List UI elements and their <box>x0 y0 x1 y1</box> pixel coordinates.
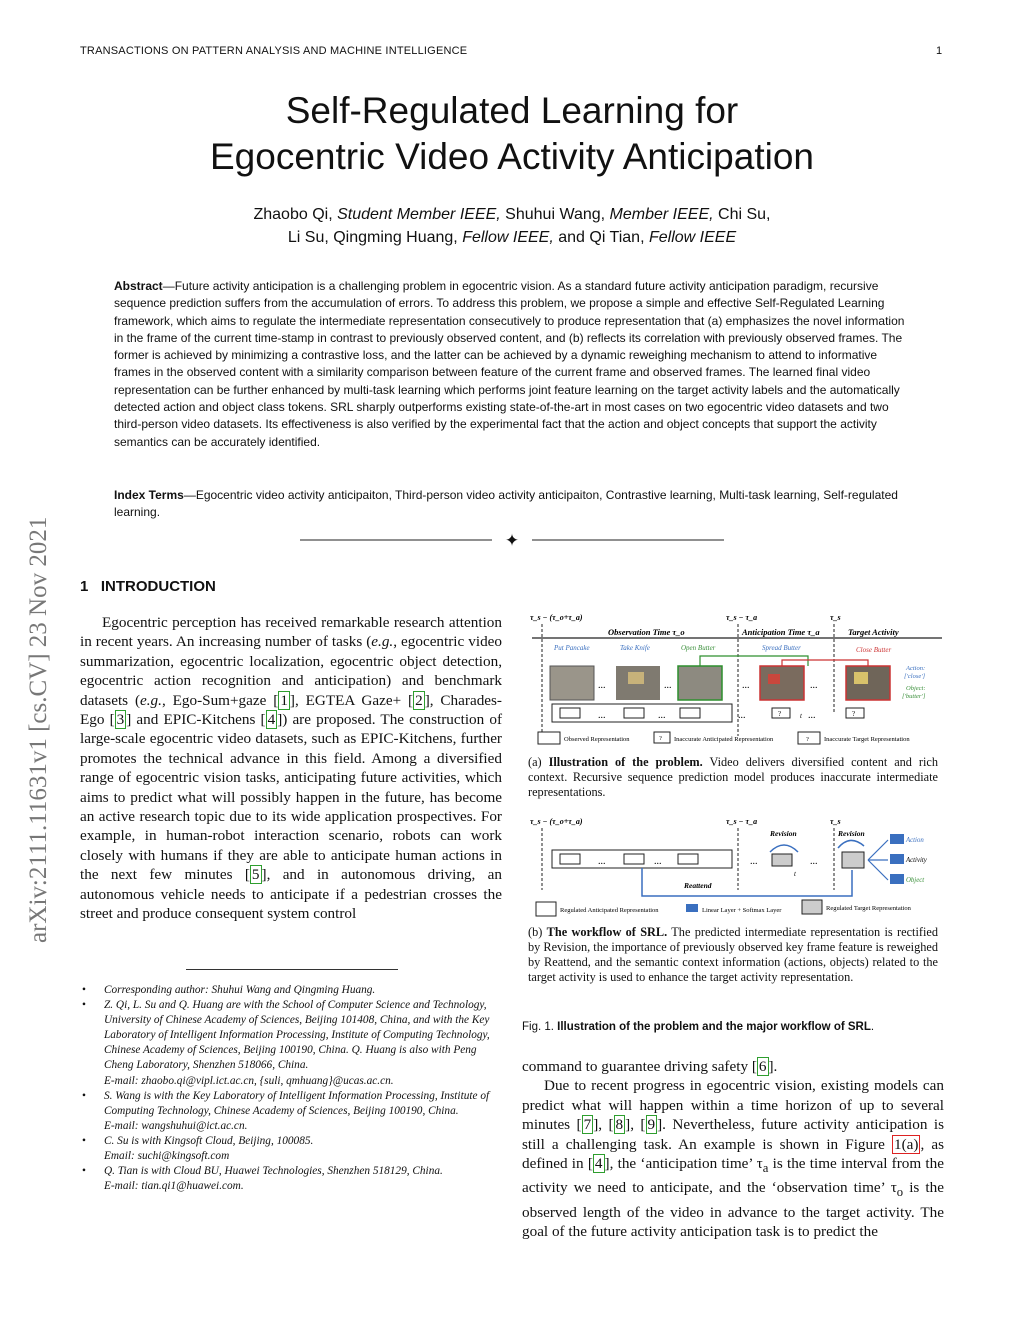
abstract-label: Abstract <box>114 279 163 293</box>
observation-time-label: Observation Time τ_o <box>608 627 685 637</box>
reattend-label: Reattend <box>684 881 712 890</box>
separator-glyph: ✦ <box>504 532 520 548</box>
revision-label: Revision <box>838 829 865 838</box>
footnote-email: E-mail: tian.qi1@huawei.com. <box>104 1180 244 1193</box>
question-mark: ? <box>778 710 782 718</box>
side-action-label: Action: <box>906 665 926 672</box>
figure-link[interactable]: 1(a) <box>894 1135 919 1153</box>
author-list <box>100 203 924 249</box>
caption-1a: (a) Illustration of the problem. Video delivers diversified content and rich context. Recursive sequence prediction model produces inaccurate intermediate representations. <box>528 755 938 799</box>
caption-1b: (b) The workflow of SRL. The predicted intermediate representation is rectified by Revision, the importance of previously observed key frame feature is reweighed by Reattend, and the semantic context information (actions, objects) related to the target activity is used to enhance the target activity representation. <box>528 925 938 984</box>
figure-1-caption: Fig. 1. Illustration of the problem and the major workflow of SRL. <box>522 1021 875 1033</box>
video-frame <box>678 666 722 700</box>
anticipation-time-label: Anticipation Time τ_a <box>742 627 820 637</box>
citation-link[interactable]: 9 <box>647 1116 656 1134</box>
footnote: • C. Su is with Kingsoft Cloud, Beijing, 100085. <box>80 1134 502 1149</box>
ellipsis: ... <box>810 856 818 867</box>
time-label-left: τ_s − (τ_o+τ_a) <box>530 817 583 826</box>
author-line-1: Zhaobo Qi, Student Member IEEE, Shuhui Wang, Member IEEE, Chi Su, <box>253 206 771 223</box>
citation-link[interactable]: 8 <box>615 1116 624 1134</box>
footnotes <box>80 983 502 1194</box>
footnote: • Corresponding author: Shuhui Wang and Qingming Huang. <box>80 983 502 998</box>
legend-regulated-target: Regulated Target Representation <box>826 905 911 912</box>
legend-regulated-anticipated: Regulated Anticipated Representation <box>560 907 659 914</box>
arxiv-stamp-text: arXiv:2111.11631v1 [cs.CV] 23 Nov 2021 <box>25 516 52 943</box>
footnote-email: E-mail: wangshuhui@ict.ac.cn. <box>104 1119 248 1132</box>
running-head: TRANSACTIONS ON PATTERN ANALYSIS AND MACHINE INTELLIGENCE <box>80 45 468 57</box>
section-heading-introduction: 1 INTRODUCTION <box>80 578 216 595</box>
output-activity: Activity <box>906 857 927 864</box>
figure-1b <box>528 814 946 922</box>
citation-link[interactable]: 5 <box>251 866 260 884</box>
question-mark: ? <box>806 736 809 743</box>
author-line-2: Li Su, Qingming Huang, Fellow IEEE, and Qi Tian, Fellow IEEE <box>287 229 737 246</box>
intro-paragraph: Egocentric perception has received remarkable research attention in recent years. An increasing number of tasks (e.g., egocentric video summarization, egocentric localization, egocentric object detection, egocentric action recognition and anticipation) and benchmark datasets (e.g., Ego-Sum+gaze [ 1 ], EGTEA Gaze+ [ 2 ], Charades-Ego [ 3 ] and EPIC-Kitchens [ 4 ]) are proposed. The construction of large-scale egocentric video datasets, such as EPIC-Kitchens, further promotes the technical advance in this field. Among a diversified range of egocentric vision tasks, anticipating future activities, which aims to predict what will possibly happen in the future, has become an active research topic due to its wide application prospectives. For example, in human-robot interaction scenario, robots can work closely with humans if they are able to anticipate human actions in the next few minutes [ 5 ], and in autonomous driving, an autonomous vehicle needs to anticipate if a pedestrian crosses the street and produce consequent system control <box>80 614 502 923</box>
ellipsis: ... <box>750 856 758 867</box>
index-terms-text: —Egocentric video activity anticipaiton, Third-person video activity anticipaiton, Contrastive learning, Multi-task learning, Self-regulated learning. <box>114 488 898 520</box>
abstract <box>114 278 910 451</box>
footnote-email: Email: suchi@kingsoft.com <box>104 1150 230 1163</box>
footnote-email: E-mail: zhaobo.qi@vipl.ict.ac.cn, {suli, qmhuang}@ucas.ac.cn. <box>104 1074 394 1087</box>
time-label-mid: τ_s − τ_a <box>726 817 758 826</box>
time-step-label: t <box>800 712 802 720</box>
footnote: • Q. Tian is with Cloud BU, Huawei Technologies, Shenzhen 518129, China. <box>80 1164 502 1179</box>
index-terms-label: Index Terms <box>114 488 184 502</box>
title-line-1: Self-Regulated Learning for <box>285 90 739 131</box>
ellipsis: ... <box>664 680 672 691</box>
ellipsis: ... <box>742 680 750 691</box>
time-step-label: t <box>794 870 796 878</box>
ellipsis: ... <box>808 710 816 721</box>
legend-linear-softmax: Linear Layer + Softmax Layer <box>702 907 782 914</box>
citation-link[interactable]: 7 <box>583 1116 592 1134</box>
intro-continued <box>522 1057 944 1242</box>
action-label: Put Pancake <box>554 644 590 652</box>
footnote: • S. Wang is with the Key Laboratory of Intelligent Information Processing, Institute of Computing Technology, Chinese Academy of Sciences, Beijing 100190, China. <box>80 1089 502 1119</box>
title-line-2: Egocentric Video Activity Anticipation <box>210 136 814 177</box>
video-frame <box>550 666 594 700</box>
side-object-label: Object: <box>906 685 926 692</box>
target-activity-label: Target Activity <box>848 627 899 637</box>
citation-link[interactable]: 3 <box>116 711 125 729</box>
citation-link[interactable]: 2 <box>415 691 423 709</box>
paragraph: Due to recent progress in egocentric vision, existing models can predict what will happen within a time horizon of up to several minutes [ 7 ], [ 8 ], [ 9 ]. Nevertheless, future activity anticipation is still a challenging task. An example is shown in Figure 1(a) , as defined in [ 4 ], the ‘anticipation time’ $\tau_a$ is the time interval from the activity we need to anticipate, and the ‘observation time’ $\tau_o$ is the observed length of the video in advance to the target activity. The goal of the future activity anticipation task is to predict the <box>522 1077 944 1241</box>
question-mark: ? <box>659 735 662 742</box>
video-frame <box>760 666 804 700</box>
side-object-value: ['butter'] <box>902 693 926 700</box>
index-terms <box>114 487 910 522</box>
citation-link[interactable]: 4 <box>267 711 276 729</box>
paper-title <box>100 88 924 180</box>
paragraph: command to guarantee driving safety [ 6 ]. <box>522 1058 778 1075</box>
legend-inaccurate-target: Inaccurate Target Representation <box>824 736 910 743</box>
action-label: Take Knife <box>620 644 650 652</box>
regulated-target-box <box>842 852 864 868</box>
output-object: Object <box>906 877 925 884</box>
action-label: Close Butter <box>856 646 892 654</box>
arxiv-stamp <box>16 345 56 945</box>
time-label-right: τ_s <box>830 613 841 622</box>
ellipsis: ... <box>658 710 666 721</box>
action-label: Spread Butter <box>762 644 801 652</box>
ellipsis: ... <box>654 856 662 867</box>
ellipsis: ... <box>738 710 746 721</box>
legend-inaccurate-anticipated: Inaccurate Anticipated Representation <box>674 736 774 743</box>
ellipsis: ... <box>810 680 818 691</box>
abstract-text: —Future activity anticipation is a challenging problem in egocentric vision. As a standard future activity anticipation paradigm, recursive sequence prediction suffers from the accumulation of errors. To address this problem, we propose a simple and effective Self-Regulated Learning framework, which aims to regulate the intermediate representation consecutively to produce representation that (a) emphasizes the novel information in the frame of the current time-stamp in contrast to previously observed content, and (b) reflects its correlation with previously observed frames. The former is achieved by minimizing a contrastive loss, and the latter can be achieved by a dynamic reweighing mechanism to attend to informative frames in the observed content with a similarity comparison between feature of the current frame and observed frames. The learned final video representation can be further enhanced by multi-task learning which performs joint feature learning on the target activity labels and the automatically detected action and object class tokens. SRL sharply outperforms existing state-of-the-art in most cases on two egocentric video datasets and two third-person video datasets. Its effectiveness is also verified by the experimental fact that the action and object concepts that support the activity semantics can be accurately identified. <box>114 279 905 449</box>
time-label-left: τ_s − (τ_o+τ_a) <box>530 613 583 622</box>
page-number: 1 <box>936 45 943 57</box>
time-label-right: τ_s <box>830 817 841 826</box>
ellipsis: ... <box>598 710 606 721</box>
legend-observed: Observed Representation <box>564 736 630 743</box>
revision-label: Revision <box>770 829 797 838</box>
ellipsis: ... <box>598 856 606 867</box>
question-mark: ? <box>852 710 856 718</box>
citation-link[interactable]: 6 <box>758 1058 767 1075</box>
time-label-mid: τ_s − τ_a <box>726 613 758 622</box>
footnote: • Z. Qi, L. Su and Q. Huang are with the School of Computer Science and Technology, University of Chinese Academy of Sciences, Beijing 101408, China, and with the Key Laboratory of Intelligent Information Processing, Institute of Computing Technology, Chinese Academy of Sciences, Beijing 100190, China. Q. Huang is also with Peng Cheng Laboratory, Shenzhen 518066, China. <box>80 998 502 1073</box>
section-separator <box>300 532 724 548</box>
citation-link[interactable]: 4 <box>594 1155 603 1173</box>
figure-1a <box>528 608 946 750</box>
regulated-anticipated-box <box>772 854 792 866</box>
ellipsis: ... <box>598 680 606 691</box>
footnote-rule <box>186 969 398 970</box>
side-action-value: ['close'] <box>904 673 926 680</box>
citation-link[interactable]: 1 <box>280 691 288 709</box>
output-action: Action <box>906 837 924 844</box>
action-label: Open Butter <box>681 644 716 652</box>
